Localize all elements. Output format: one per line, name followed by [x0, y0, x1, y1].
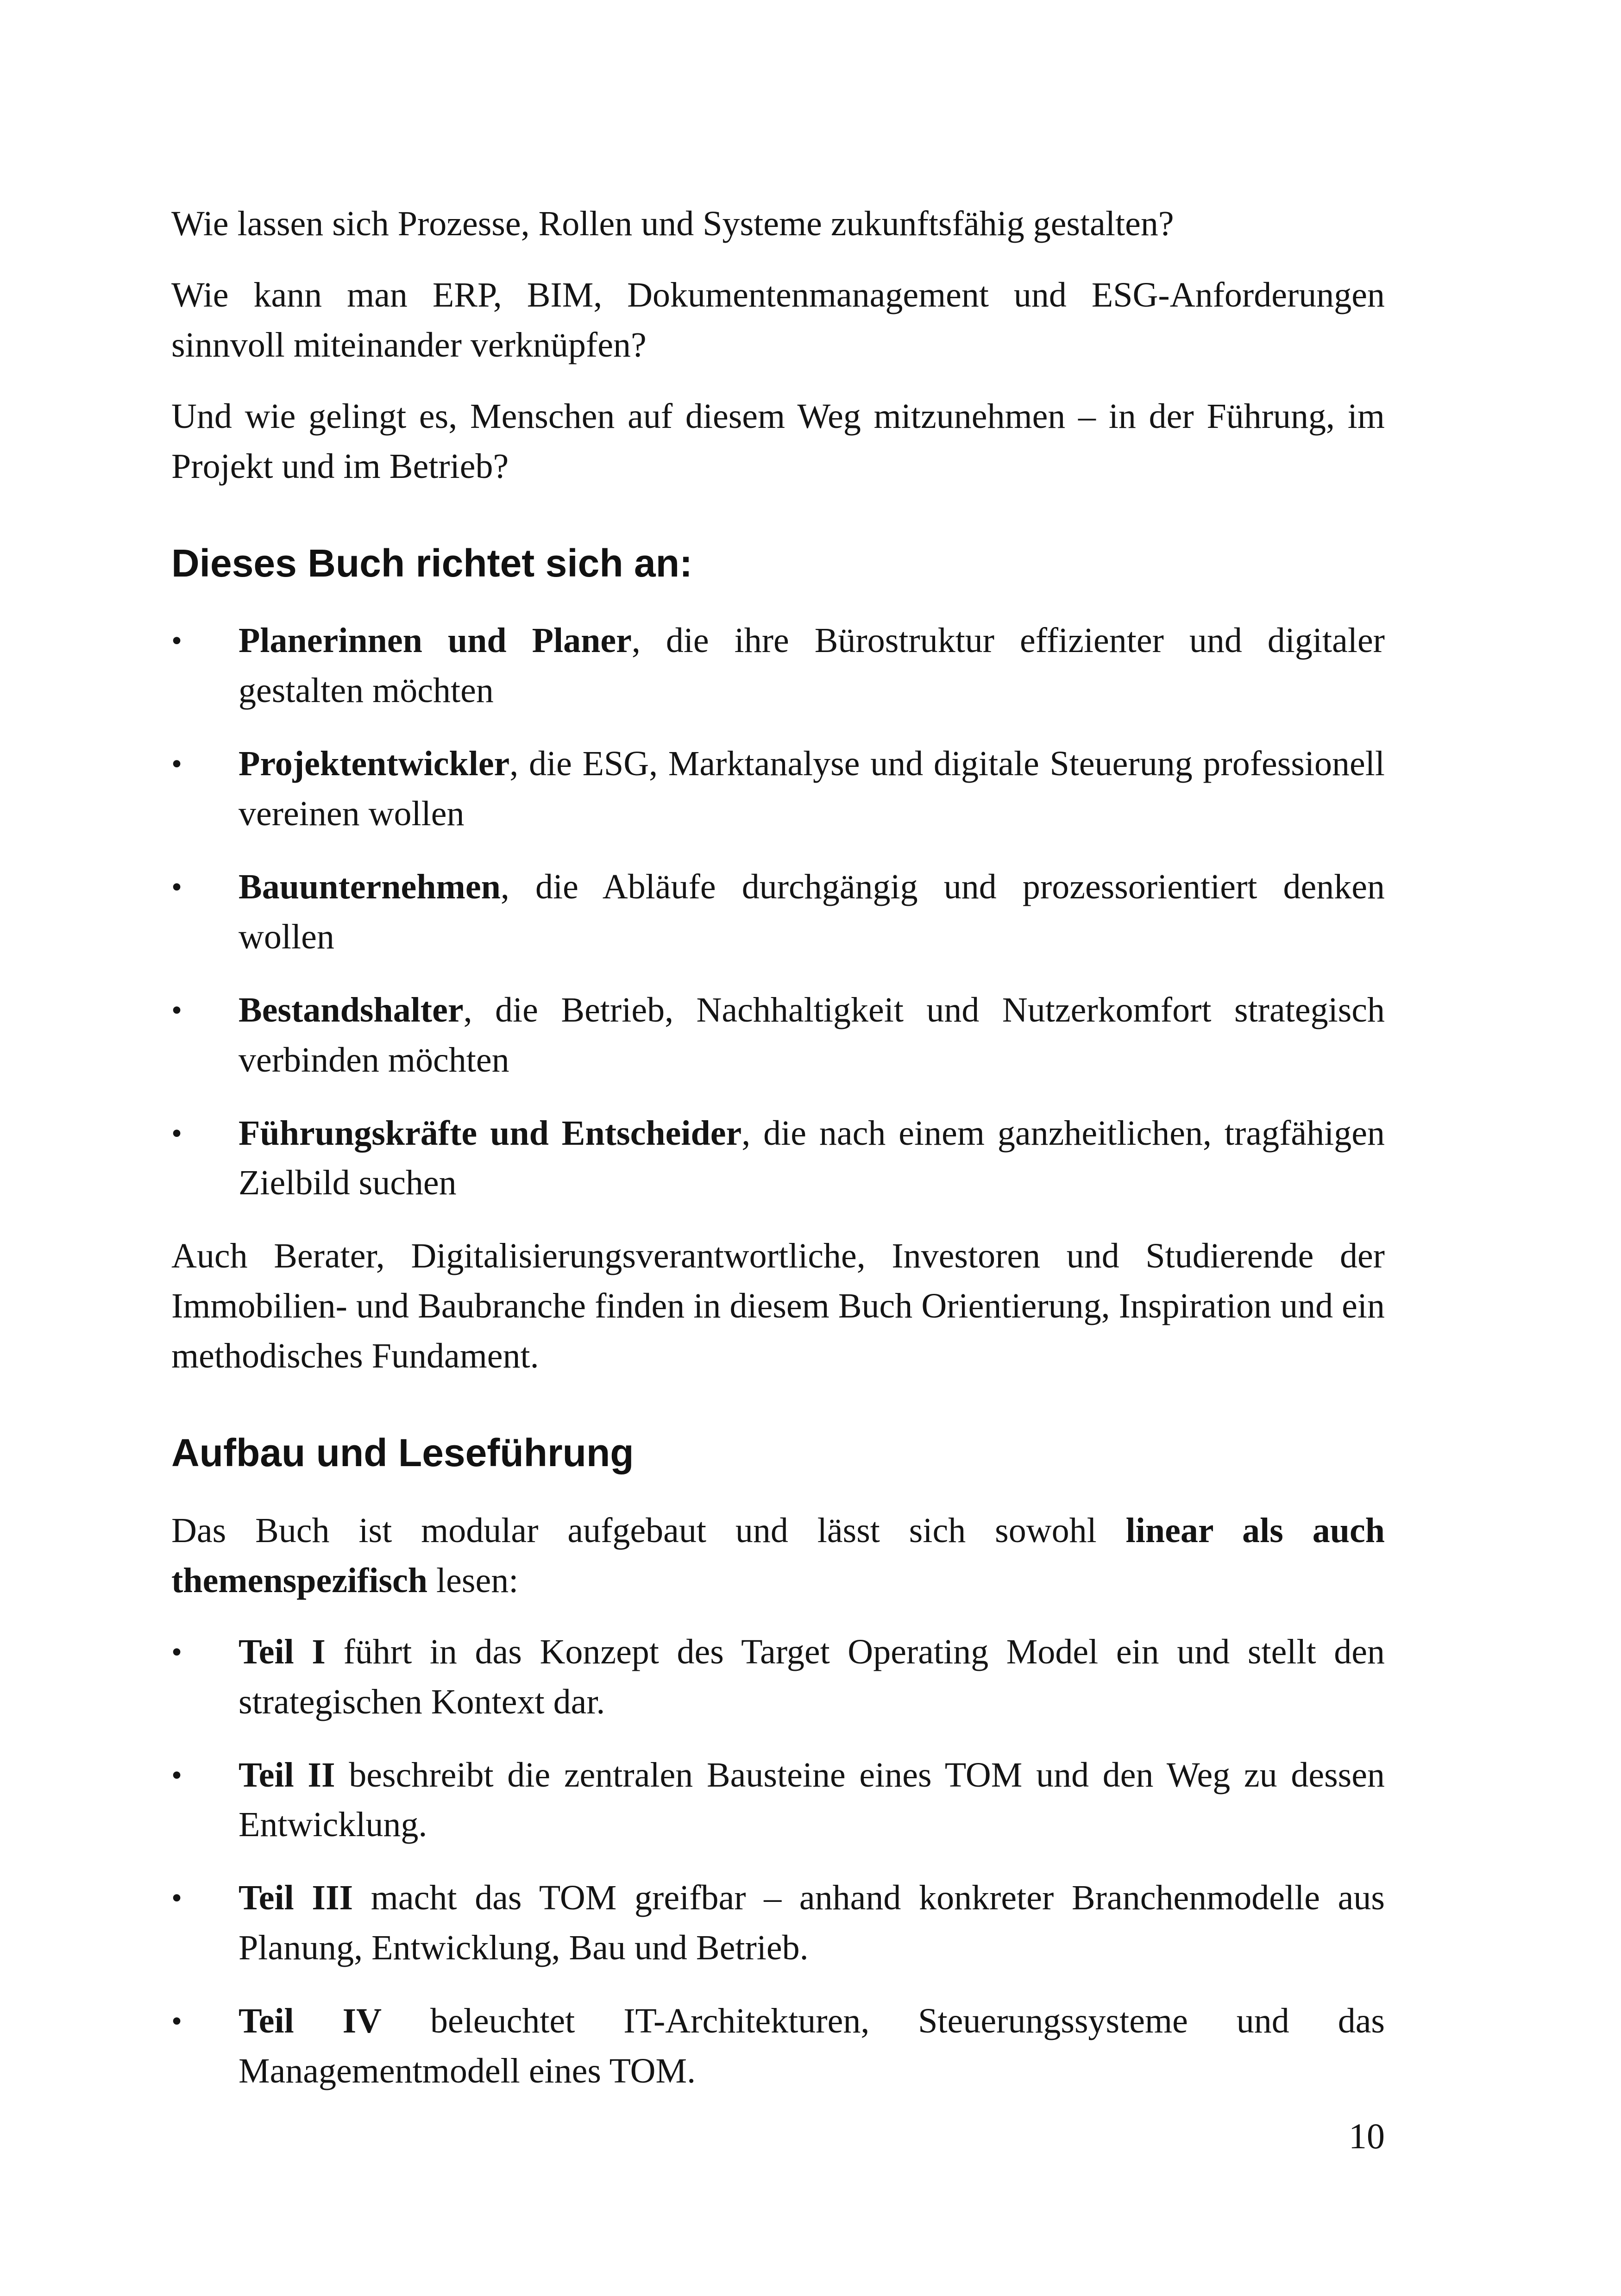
- list-item-lead: Projektentwickler: [239, 744, 510, 784]
- list-item-body: , die Abläufe durchgängig und prozessorientiert denken wollen: [239, 867, 1385, 956]
- page-content: [171, 199, 1385, 2120]
- list-item-body: beschreibt die zentralen Bausteine eines TOM und den Weg zu dessen Entwicklung.: [239, 1755, 1385, 1844]
- list-item: [171, 1873, 1385, 1973]
- paragraph-question-2: Wie kann man ERP, BIM, Dokumentenmanagement und ESG-Anforderungen sinnvoll miteinander verknüpfen?: [171, 275, 1385, 364]
- list-item: [171, 616, 1385, 716]
- paragraph-audience-closing: Auch Berater, Digitalisierungsverantwortliche, Investoren und Studierende der Immobilien- und Baubranche finden in diesem Buch Orientierung, Inspiration und ein methodisches Fundament.: [171, 1236, 1385, 1376]
- list-item-lead: Teil IV: [239, 2001, 382, 2041]
- list-item-body: führt in das Konzept des Target Operating Model ein und stellt den strategischen Kontext dar.: [239, 1632, 1385, 1721]
- list-item-text: [239, 1627, 1385, 1727]
- list-item-lead: Bestandshalter: [239, 990, 464, 1029]
- section-heading-audience: Dieses Buch richtet sich an:: [171, 541, 693, 585]
- list-item-text: [239, 1109, 1385, 1209]
- list-item-lead: Teil III: [239, 1878, 353, 1918]
- page-number: 10: [1349, 2116, 1385, 2156]
- list-item: [171, 1109, 1385, 1209]
- list-item: [171, 1627, 1385, 1727]
- section-heading-structure: Aufbau und Leseführung: [171, 1431, 634, 1475]
- bullet-icon: •: [171, 624, 182, 658]
- list-item: [171, 985, 1385, 1085]
- list-item-lead: Teil II: [239, 1755, 335, 1794]
- list-item-body: beleuchtet IT-Architekturen, Steuerungssysteme und das Managementmodell eines TOM.: [239, 2001, 1385, 2091]
- list-item-text: [239, 1996, 1385, 2096]
- list-item-body: , die nach einem ganzheitlichen, tragfähigen Zielbild suchen: [239, 1113, 1385, 1203]
- bullet-icon: •: [171, 1758, 182, 1792]
- structure-intro-pre: Das Buch ist modular aufgebaut und lässt sich sowohl: [171, 1511, 1126, 1550]
- audience-bullet-list: [171, 616, 1385, 1208]
- list-item-lead: Bauunternehmen: [239, 867, 501, 906]
- list-item-text: [239, 985, 1385, 1085]
- bullet-icon: •: [171, 1116, 182, 1150]
- bullet-icon: •: [171, 870, 182, 904]
- bullet-icon: •: [171, 1881, 182, 1915]
- structure-bullet-list: [171, 1627, 1385, 2096]
- list-item: [171, 862, 1385, 962]
- list-item-body: , die ESG, Marktanalyse und digitale Steuerung professionell vereinen wollen: [239, 744, 1385, 834]
- bullet-icon: •: [171, 1635, 182, 1669]
- bullet-icon: •: [171, 2004, 182, 2039]
- list-item-text: [239, 739, 1385, 839]
- list-item: [171, 1750, 1385, 1851]
- paragraph-structure-intro: [171, 1506, 1385, 1606]
- paragraph-question-3: Und wie gelingt es, Menschen auf diesem Weg mitzunehmen – in der Führung, im Projekt und im Betrieb?: [171, 396, 1385, 486]
- list-item-body: , die Betrieb, Nachhaltigkeit und Nutzerkomfort strategisch verbinden möchten: [239, 990, 1385, 1079]
- list-item-text: [239, 862, 1385, 962]
- bullet-icon: •: [171, 747, 182, 781]
- list-item: [171, 739, 1385, 839]
- list-item-body: macht das TOM greifbar – anhand konkreter Branchenmodelle aus Planung, Entwicklung, Bau und Betrieb.: [239, 1878, 1385, 1968]
- structure-intro-post: lesen:: [427, 1561, 519, 1600]
- paragraph-question-1: Wie lassen sich Prozesse, Rollen und Systeme zukunftsfähig gestalten?: [171, 204, 1174, 243]
- list-item-body: , die ihre Bürostruktur effizienter und digitaler gestalten möchten: [239, 621, 1385, 710]
- list-item-lead: Führungskräfte und Entscheider: [239, 1113, 742, 1153]
- list-item-text: [239, 1873, 1385, 1973]
- list-item-lead: Planerinnen und Planer: [239, 621, 632, 660]
- list-item-lead: Teil I: [239, 1632, 326, 1671]
- bullet-icon: •: [171, 993, 182, 1027]
- list-item: [171, 1996, 1385, 2096]
- list-item-text: [239, 616, 1385, 716]
- list-item-text: [239, 1750, 1385, 1851]
- structure-intro-bold: linear als auch themenspezifisch: [171, 1511, 1385, 1600]
